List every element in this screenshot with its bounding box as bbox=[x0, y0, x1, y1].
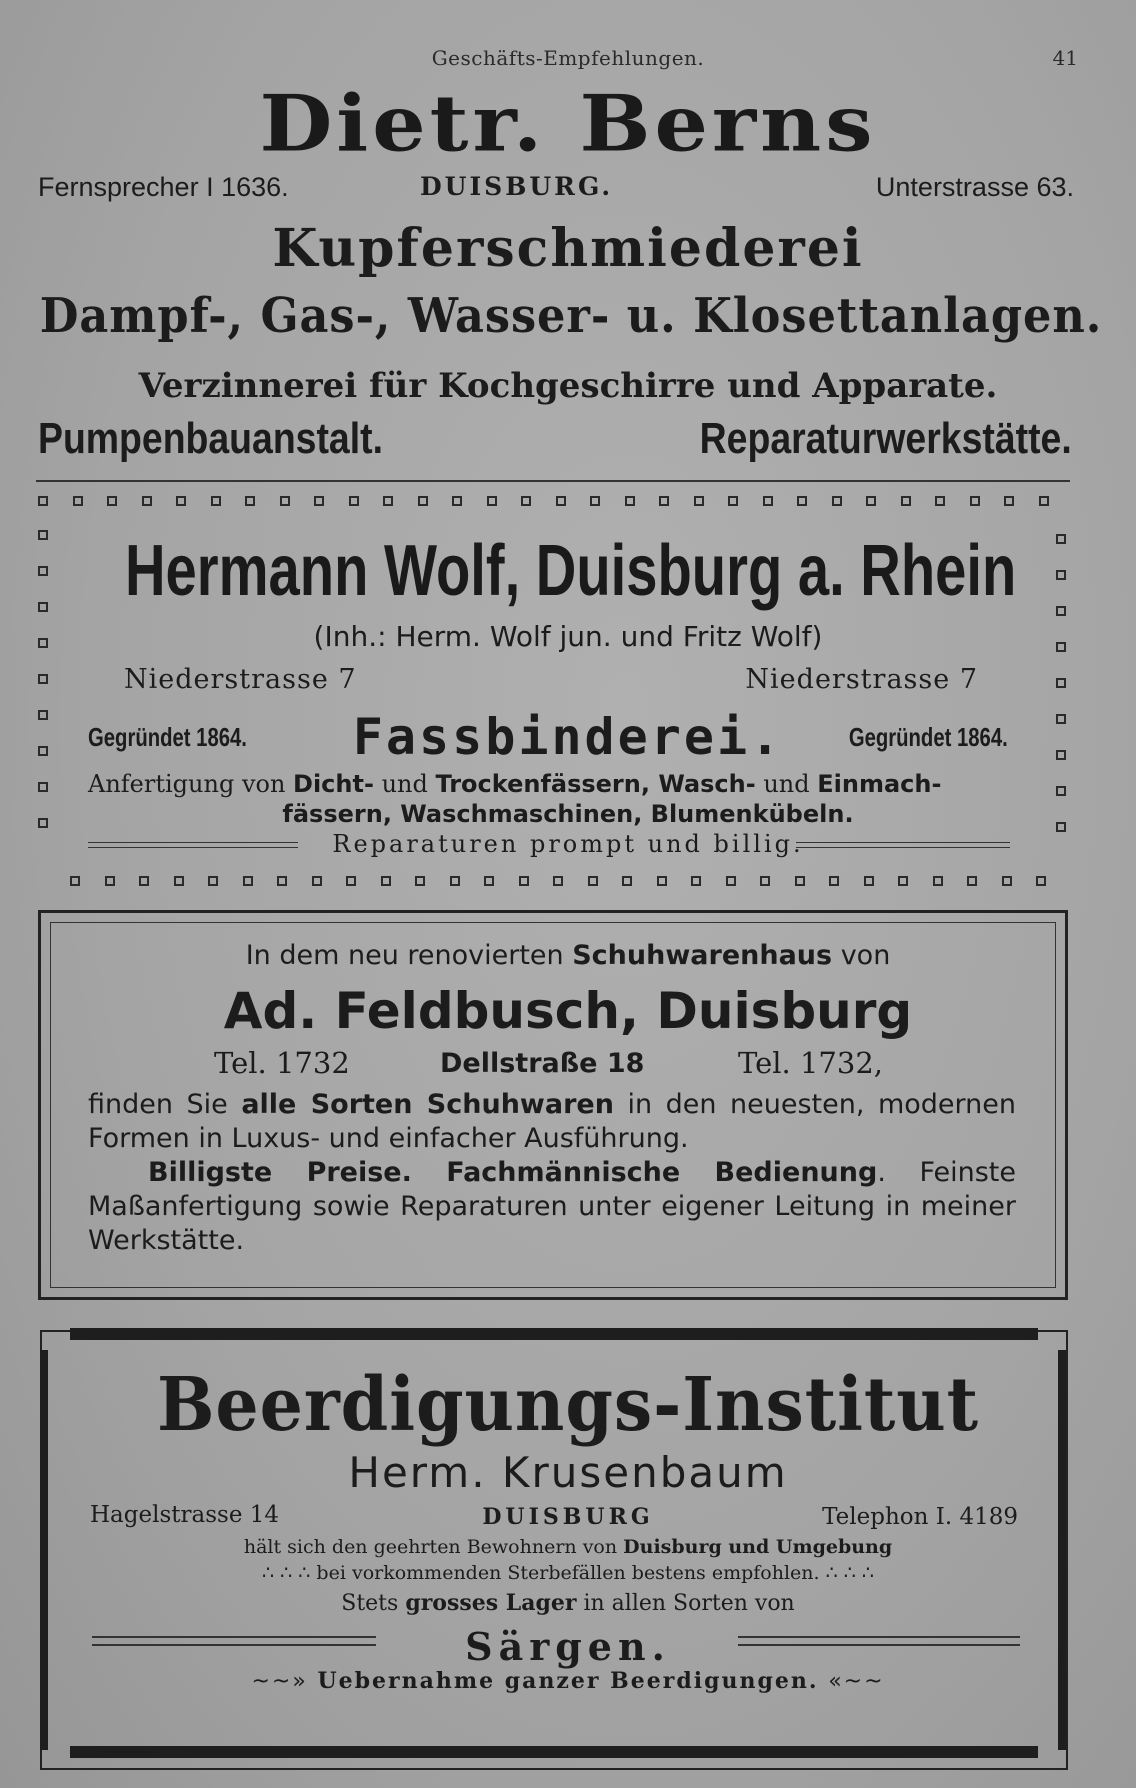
beerdigung-text: hält sich den geehrten Bewohnern von bbox=[243, 1536, 624, 1558]
feldbusch-paragraph-2 bbox=[88, 1156, 1016, 1258]
running-head: Geschäfts-Empfehlungen. bbox=[431, 46, 705, 70]
beerdigung-takeover-line bbox=[0, 1668, 1136, 1694]
border-square-icon bbox=[484, 876, 494, 886]
beerdigung-line2: ∴ ∴ ∴ bei vorkommenden Sterbefällen bestens empfohlen. ∴ ∴ ∴ bbox=[262, 1562, 874, 1584]
border-square-icon bbox=[829, 876, 839, 886]
beerdigung-frame-bar-bottom bbox=[70, 1746, 1038, 1758]
border-square-icon bbox=[38, 674, 48, 684]
beerdigung-title: Beerdigungs-Institut bbox=[156, 1362, 980, 1448]
feldbusch-tel-right: Tel. 1732, bbox=[738, 1046, 883, 1080]
wolf-founded-left: Gegründet 1864. bbox=[88, 722, 247, 752]
wolf-description-line2: fässern, Waschmaschinen, Blumenkübeln. bbox=[282, 800, 854, 828]
wolf-desc-text: und bbox=[373, 770, 436, 798]
border-square-icon bbox=[726, 876, 736, 886]
page-number: 41 bbox=[1052, 46, 1078, 70]
feldbusch-paragraph-1 bbox=[88, 1088, 1016, 1156]
border-square-icon bbox=[967, 876, 977, 886]
swash-ornament-icon: ~~» bbox=[251, 1669, 308, 1694]
border-square-icon bbox=[898, 876, 908, 886]
border-square-icon bbox=[211, 496, 221, 506]
border-square-icon bbox=[1056, 786, 1066, 796]
border-square-icon bbox=[553, 876, 563, 886]
border-square-icon bbox=[694, 496, 704, 506]
border-square-icon bbox=[243, 876, 253, 886]
border-square-icon bbox=[280, 496, 290, 506]
beerdigung-owner: Herm. Krusenbaum bbox=[348, 1448, 788, 1497]
border-square-icon bbox=[415, 876, 425, 886]
border-square-icon bbox=[622, 876, 632, 886]
border-square-icon bbox=[1002, 876, 1012, 886]
border-square-icon bbox=[176, 496, 186, 506]
border-square-icon bbox=[346, 876, 356, 886]
feldbusch-text: finden Sie bbox=[88, 1089, 242, 1120]
wolf-desc-text: Anfertigung von bbox=[88, 770, 294, 798]
border-square-icon bbox=[142, 496, 152, 506]
feldbusch-bold: alle Sorten Schuhwaren bbox=[241, 1089, 614, 1120]
border-square-icon bbox=[659, 496, 669, 506]
border-square-icon bbox=[105, 876, 115, 886]
beerdigung-text: in allen Sorten von bbox=[576, 1591, 795, 1616]
feldbusch-tel-left: Tel. 1732 bbox=[214, 1046, 350, 1080]
beerdigung-bold: grosses Lager bbox=[405, 1590, 577, 1616]
border-square-icon bbox=[208, 876, 218, 886]
wolf-trade: Fassbinderei. bbox=[352, 708, 784, 766]
border-square-icon bbox=[970, 496, 980, 506]
feldbusch-text: . Feinste Maßanfertigung sowie Reparaturen unter eigener Leitung in meiner Werkstätte. bbox=[88, 1157, 1016, 1256]
wolf-repair-rule-right bbox=[796, 842, 1010, 848]
border-square-icon bbox=[349, 496, 359, 506]
wolf-owners: (Inh.: Herm. Wolf jun. und Fritz Wolf) bbox=[313, 620, 823, 653]
berns-company-name: Dietr. Berns bbox=[259, 77, 877, 170]
beerdigung-frame-bar-top bbox=[70, 1328, 1038, 1340]
border-square-icon bbox=[521, 496, 531, 506]
border-square-icon bbox=[38, 530, 48, 540]
border-square-icon bbox=[797, 496, 807, 506]
feldbusch-text: in den neuesten, modernen Formen in Luxus- und einfacher Ausführung. bbox=[88, 1089, 1016, 1154]
border-square-icon bbox=[487, 496, 497, 506]
border-square-icon bbox=[312, 876, 322, 886]
beerdigung-rule-right bbox=[738, 1636, 1020, 1646]
feldbusch-street: Dellstraße 18 bbox=[440, 1048, 645, 1079]
border-square-icon bbox=[933, 876, 943, 886]
border-square-icon bbox=[935, 496, 945, 506]
border-square-icon bbox=[1039, 496, 1049, 506]
wolf-desc-bold: Dicht- bbox=[293, 770, 374, 798]
border-square-icon bbox=[1056, 678, 1066, 688]
border-square-icon bbox=[519, 876, 529, 886]
wolf-founded-right: Gegründet 1864. bbox=[849, 722, 1008, 752]
wolf-desc-bold: Trockenfässern, Wasch- bbox=[435, 770, 756, 798]
wolf-desc-text: und bbox=[755, 770, 818, 798]
border-square-icon bbox=[901, 496, 911, 506]
separator-rule bbox=[36, 480, 1070, 482]
swash-ornament-icon: «~~ bbox=[828, 1669, 885, 1694]
border-square-icon bbox=[590, 496, 600, 506]
berns-repair-line: Reparaturwerkstätte. bbox=[699, 414, 1072, 463]
border-square-icon bbox=[38, 782, 48, 792]
border-square-icon bbox=[174, 876, 184, 886]
border-square-icon bbox=[245, 496, 255, 506]
berns-phone: Fernsprecher I 1636. bbox=[38, 172, 289, 202]
border-square-icon bbox=[588, 876, 598, 886]
berns-tinning-line: Verzinnerei für Kochgeschirre und Apparate. bbox=[138, 366, 998, 406]
border-square-icon bbox=[864, 876, 874, 886]
border-square-icon bbox=[277, 876, 287, 886]
border-square-icon bbox=[832, 496, 842, 506]
wolf-company-name: Hermann Wolf, Duisburg a. Rhein bbox=[124, 531, 1017, 611]
border-square-icon bbox=[1056, 606, 1066, 616]
feldbusch-intro-text: von bbox=[832, 940, 891, 971]
feldbusch-company-name: Ad. Feldbusch, Duisburg bbox=[223, 982, 913, 1040]
border-square-icon bbox=[1004, 496, 1014, 506]
wolf-street-right: Niederstrasse 7 bbox=[745, 664, 978, 695]
border-square-icon bbox=[73, 496, 83, 506]
beerdigung-line1 bbox=[0, 1536, 1136, 1558]
border-square-icon bbox=[418, 496, 428, 506]
border-square-icon bbox=[383, 496, 393, 506]
border-square-icon bbox=[107, 496, 117, 506]
berns-trade: Kupferschmiederei bbox=[272, 218, 864, 279]
feldbusch-body bbox=[88, 1088, 1016, 1258]
border-square-icon bbox=[314, 496, 324, 506]
border-square-icon bbox=[625, 496, 635, 506]
feldbusch-intro-text: In dem neu renovierten bbox=[245, 940, 573, 971]
beerdigung-line3 bbox=[0, 1590, 1136, 1616]
border-square-icon bbox=[38, 602, 48, 612]
border-square-icon bbox=[763, 496, 773, 506]
beerdigung-text: Stets bbox=[341, 1591, 406, 1616]
berns-city: DUISBURG. bbox=[420, 172, 614, 201]
border-square-icon bbox=[70, 876, 80, 886]
beerdigung-coffins: Särgen. bbox=[465, 1624, 671, 1669]
feldbusch-bold: Billigste Preise. Fachmännische Bedienung bbox=[148, 1157, 878, 1188]
border-square-icon bbox=[795, 876, 805, 886]
beerdigung-city: DUISBURG bbox=[482, 1504, 654, 1530]
border-square-icon bbox=[691, 876, 701, 886]
berns-pump-line: Pumpenbauanstalt. bbox=[38, 414, 383, 463]
border-square-icon bbox=[657, 876, 667, 886]
beerdigung-phone: Telephon I. 4189 bbox=[822, 1504, 1018, 1530]
beerdigung-street: Hagelstrasse 14 bbox=[90, 1502, 280, 1528]
border-square-icon bbox=[38, 566, 48, 576]
border-square-icon bbox=[38, 496, 48, 506]
border-square-icon bbox=[866, 496, 876, 506]
wolf-desc-bold: Einmach- bbox=[817, 770, 942, 798]
beerdigung-takeover: Uebernahme ganzer Beerdigungen. bbox=[317, 1668, 819, 1694]
border-square-icon bbox=[381, 876, 391, 886]
berns-street: Unterstrasse 63. bbox=[875, 172, 1074, 202]
border-square-icon bbox=[728, 496, 738, 506]
border-square-icon bbox=[1036, 876, 1046, 886]
feldbusch-intro bbox=[0, 940, 1136, 971]
border-square-icon bbox=[139, 876, 149, 886]
wolf-description-line1 bbox=[88, 770, 941, 798]
border-square-icon bbox=[1056, 534, 1066, 544]
berns-services-line: Dampf-, Gas-, Wasser- u. Klosettanlagen. bbox=[39, 288, 1103, 344]
border-square-icon bbox=[452, 496, 462, 506]
beerdigung-bold: Duisburg und Umgebung bbox=[623, 1536, 893, 1558]
border-square-icon bbox=[760, 876, 770, 886]
border-square-icon bbox=[450, 876, 460, 886]
wolf-repair-line: Reparaturen prompt und billig. bbox=[332, 830, 804, 858]
feldbusch-intro-bold: Schuhwarenhaus bbox=[572, 940, 833, 971]
wolf-street-left: Niederstrasse 7 bbox=[124, 664, 357, 695]
border-square-icon bbox=[1056, 570, 1066, 580]
border-square-icon bbox=[556, 496, 566, 506]
